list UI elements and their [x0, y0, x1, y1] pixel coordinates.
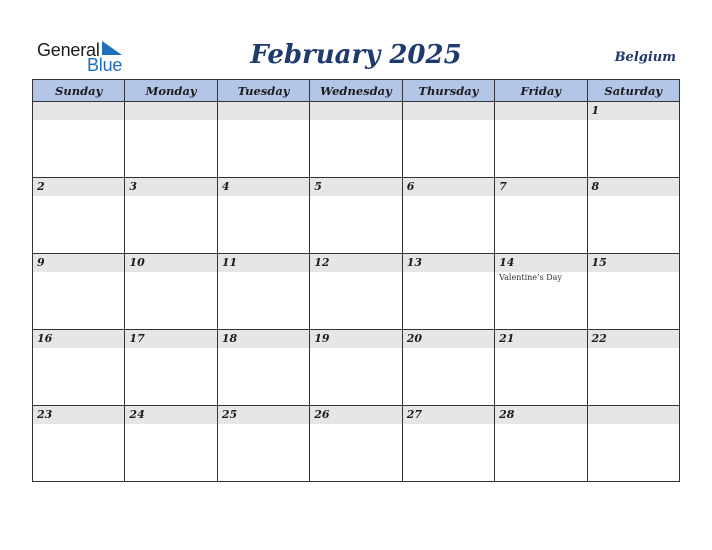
weekday-header: Sunday — [33, 80, 125, 102]
day-number: 10 — [125, 254, 216, 272]
day-number: 26 — [310, 406, 401, 424]
day-number — [403, 102, 494, 120]
day-number: 20 — [403, 330, 494, 348]
day-number: 17 — [125, 330, 216, 348]
weekday-header: Monday — [125, 80, 217, 102]
day-cell — [402, 254, 494, 330]
country-label: Belgium — [614, 50, 676, 65]
day-number: 28 — [495, 406, 586, 424]
day-number: 11 — [218, 254, 309, 272]
day-number: 6 — [403, 178, 494, 196]
day-number: 14 — [495, 254, 586, 272]
day-number: 21 — [495, 330, 586, 348]
day-cell — [33, 254, 125, 330]
day-number: 27 — [403, 406, 494, 424]
day-number: 12 — [310, 254, 401, 272]
day-cell — [125, 406, 217, 482]
day-cell — [587, 254, 679, 330]
day-cell — [402, 178, 494, 254]
weekday-header: Tuesday — [217, 80, 309, 102]
day-cell — [217, 102, 309, 178]
day-number: 23 — [33, 406, 124, 424]
day-number: 18 — [218, 330, 309, 348]
day-cell — [310, 102, 402, 178]
day-number: 5 — [310, 178, 401, 196]
week-row — [33, 330, 680, 406]
weekday-header: Thursday — [402, 80, 494, 102]
holiday-label: Valentine’s Day — [499, 273, 562, 282]
day-cell — [33, 178, 125, 254]
day-number: 22 — [588, 330, 679, 348]
day-number: 13 — [403, 254, 494, 272]
day-cell — [310, 254, 402, 330]
day-cell — [495, 406, 587, 482]
day-cell — [587, 178, 679, 254]
day-cell — [310, 330, 402, 406]
day-number: 15 — [588, 254, 679, 272]
day-number: 24 — [125, 406, 216, 424]
day-cell — [310, 178, 402, 254]
day-number — [310, 102, 401, 120]
day-number: 16 — [33, 330, 124, 348]
day-number — [588, 406, 679, 424]
month-calendar — [32, 79, 680, 482]
day-number: 9 — [33, 254, 124, 272]
calendar-body — [33, 102, 680, 482]
day-cell — [402, 330, 494, 406]
day-cell — [217, 254, 309, 330]
day-number — [495, 102, 586, 120]
day-cell — [402, 102, 494, 178]
day-cell — [402, 406, 494, 482]
weekday-header-row — [33, 80, 680, 102]
day-number — [218, 102, 309, 120]
weekday-header: Friday — [495, 80, 587, 102]
day-number: 19 — [310, 330, 401, 348]
day-cell — [495, 330, 587, 406]
day-number — [33, 102, 124, 120]
day-cell — [217, 330, 309, 406]
logo-text-blue: Blue — [87, 55, 123, 75]
day-number: 3 — [125, 178, 216, 196]
weekday-header: Saturday — [587, 80, 679, 102]
day-cell — [217, 406, 309, 482]
day-cell — [587, 330, 679, 406]
day-cell — [33, 330, 125, 406]
week-row — [33, 254, 680, 330]
day-number: 4 — [218, 178, 309, 196]
day-number: 7 — [495, 178, 586, 196]
week-row — [33, 178, 680, 254]
day-cell — [217, 178, 309, 254]
calendar-title: February 2025 — [250, 40, 462, 70]
day-cell — [495, 254, 587, 330]
weekday-header: Wednesday — [310, 80, 402, 102]
day-number: 1 — [588, 102, 679, 120]
day-cell — [587, 406, 679, 482]
day-cell — [310, 406, 402, 482]
day-cell — [125, 178, 217, 254]
day-number: 2 — [33, 178, 124, 196]
day-cell — [587, 102, 679, 178]
week-row — [33, 102, 680, 178]
day-cell — [125, 254, 217, 330]
day-cell — [125, 330, 217, 406]
day-number — [125, 102, 216, 120]
day-number: 25 — [218, 406, 309, 424]
week-row — [33, 406, 680, 482]
day-cell — [125, 102, 217, 178]
day-cell — [33, 406, 125, 482]
logo-text-general: General — [37, 40, 100, 60]
day-cell — [495, 178, 587, 254]
day-number: 8 — [588, 178, 679, 196]
day-cell — [33, 102, 125, 178]
day-cell — [495, 102, 587, 178]
